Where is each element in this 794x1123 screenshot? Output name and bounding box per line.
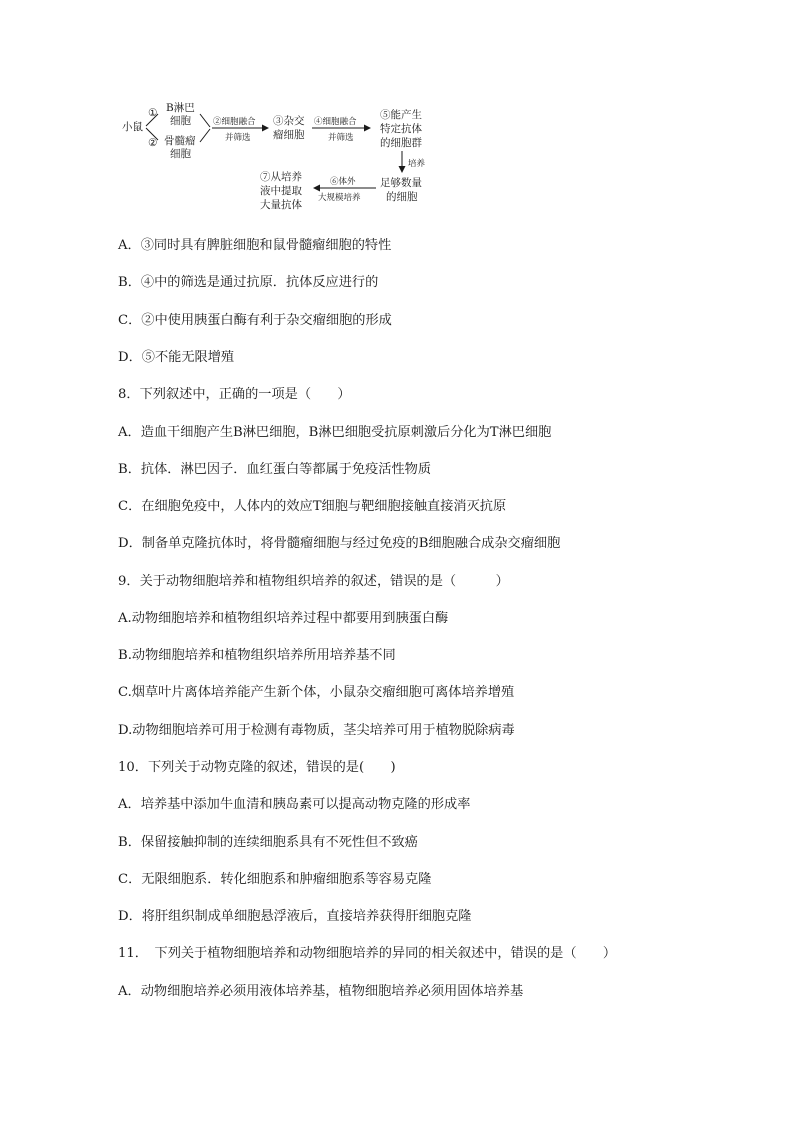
- option-line: A．③同时具有脾脏细胞和鼠骨髓瘤细胞的特性: [118, 238, 392, 253]
- merge-line-lower: [200, 129, 210, 142]
- diagram-specific-1: ⑤能产生: [380, 109, 422, 121]
- diagram-step2: ②: [148, 137, 158, 149]
- arrow2-top-label: ④细胞融合: [314, 117, 357, 127]
- option-line: D．将肝组织制成单细胞悬浮液后，直接培养获得肝细胞克隆: [118, 909, 472, 924]
- option-line: B．保留接触抑制的连续细胞系具有不死性但不致癌: [118, 835, 418, 850]
- diagram-enough-2: 的细胞: [386, 191, 418, 203]
- option-line: D．制备单克隆抗体时，将骨髓瘤细胞与经过免疫的B细胞融合成杂交瘤细胞: [118, 536, 561, 551]
- arrow1-bottom-label: 并筛选: [225, 133, 251, 143]
- arrow3-top-label: ⑥体外: [330, 177, 356, 187]
- diagram-myeloma-1: 骨髓瘤: [164, 135, 196, 147]
- diagram-enough-1: 足够数量: [380, 177, 422, 189]
- diagram-specific-3: 的细胞群: [380, 137, 422, 149]
- question-8: 8．下列叙述中，正确的一项是（ ）: [118, 387, 351, 402]
- option-line: C.烟草叶片离体培养能产生新个体，小鼠杂交瘤细胞可离体培养增殖: [118, 685, 515, 700]
- merge-line-upper: [200, 114, 210, 127]
- option-line: B．抗体．淋巴因子．血红蛋白等都属于免疫活性物质: [118, 462, 432, 477]
- option-line: A.动物细胞培养和植物组织培养过程中都要用到胰蛋白酶: [118, 611, 449, 626]
- diagram-b-cell-1: B淋巴: [166, 102, 195, 114]
- diagram-hybrid-1: ③杂交: [273, 115, 305, 127]
- diagram-extract-3: 大量抗体: [260, 199, 302, 211]
- question-9: 9．关于动物细胞培养和植物组织培养的叙述，错误的是（ ）: [118, 574, 509, 589]
- question-11: 11． 下列关于植物细胞培养和动物细胞培养的异同的相关叙述中，错误的是（ ）: [118, 946, 617, 961]
- option-line: C．②中使用胰蛋白酶有利于杂交瘤细胞的形成: [118, 313, 392, 328]
- diagram-culture-label: 培养: [408, 159, 426, 169]
- arrow3-bottom-label: 大规模培养: [318, 193, 361, 203]
- diagram-b-cell-2: 细胞: [170, 115, 191, 127]
- diagram-extract-2: 液中提取: [260, 185, 302, 197]
- arrow2-bottom-label: 并筛选: [328, 133, 354, 143]
- diagram-specific-2: 特定抗体: [380, 123, 422, 135]
- option-line: D.动物细胞培养可用于检测有毒物质，茎尖培养可用于植物脱除病毒: [118, 723, 515, 738]
- option-line: D．⑤不能无限增殖: [118, 350, 235, 365]
- question-10: 10．下列关于动物克隆的叙述，错误的是( ): [118, 760, 396, 775]
- option-line: C．无限细胞系．转化细胞系和肿瘤细胞系等容易克隆: [118, 872, 432, 887]
- diagram-myeloma-2: 细胞: [170, 148, 191, 160]
- option-line: C．在细胞免疫中，人体内的效应T细胞与靶细胞接触直接消灭抗原: [118, 499, 507, 514]
- arrow1-top-label: ②细胞融合: [213, 117, 256, 127]
- diagram-hybrid-2: 瘤细胞: [273, 129, 305, 141]
- option-line: B．④中的筛选是通过抗原．抗体反应进行的: [118, 275, 379, 290]
- diagram-extract-1: ⑦从培养: [260, 171, 302, 183]
- option-line: A．造血干细胞产生B淋巴细胞，B淋巴细胞受抗原刺激后分化为T淋巴细胞: [118, 425, 552, 440]
- diagram-mouse: 小鼠: [122, 121, 143, 133]
- option-line: A．培养基中添加牛血清和胰岛素可以提高动物克隆的形成率: [118, 797, 471, 812]
- monoclonal-antibody-flow-diagram: [118, 96, 458, 216]
- option-line: A．动物细胞培养必须用液体培养基，植物细胞培养必须用固体培养基: [118, 984, 524, 999]
- diagram-step1: ①: [148, 107, 158, 119]
- option-line: B.动物细胞培养和植物组织培养所用培养基不同: [118, 648, 396, 663]
